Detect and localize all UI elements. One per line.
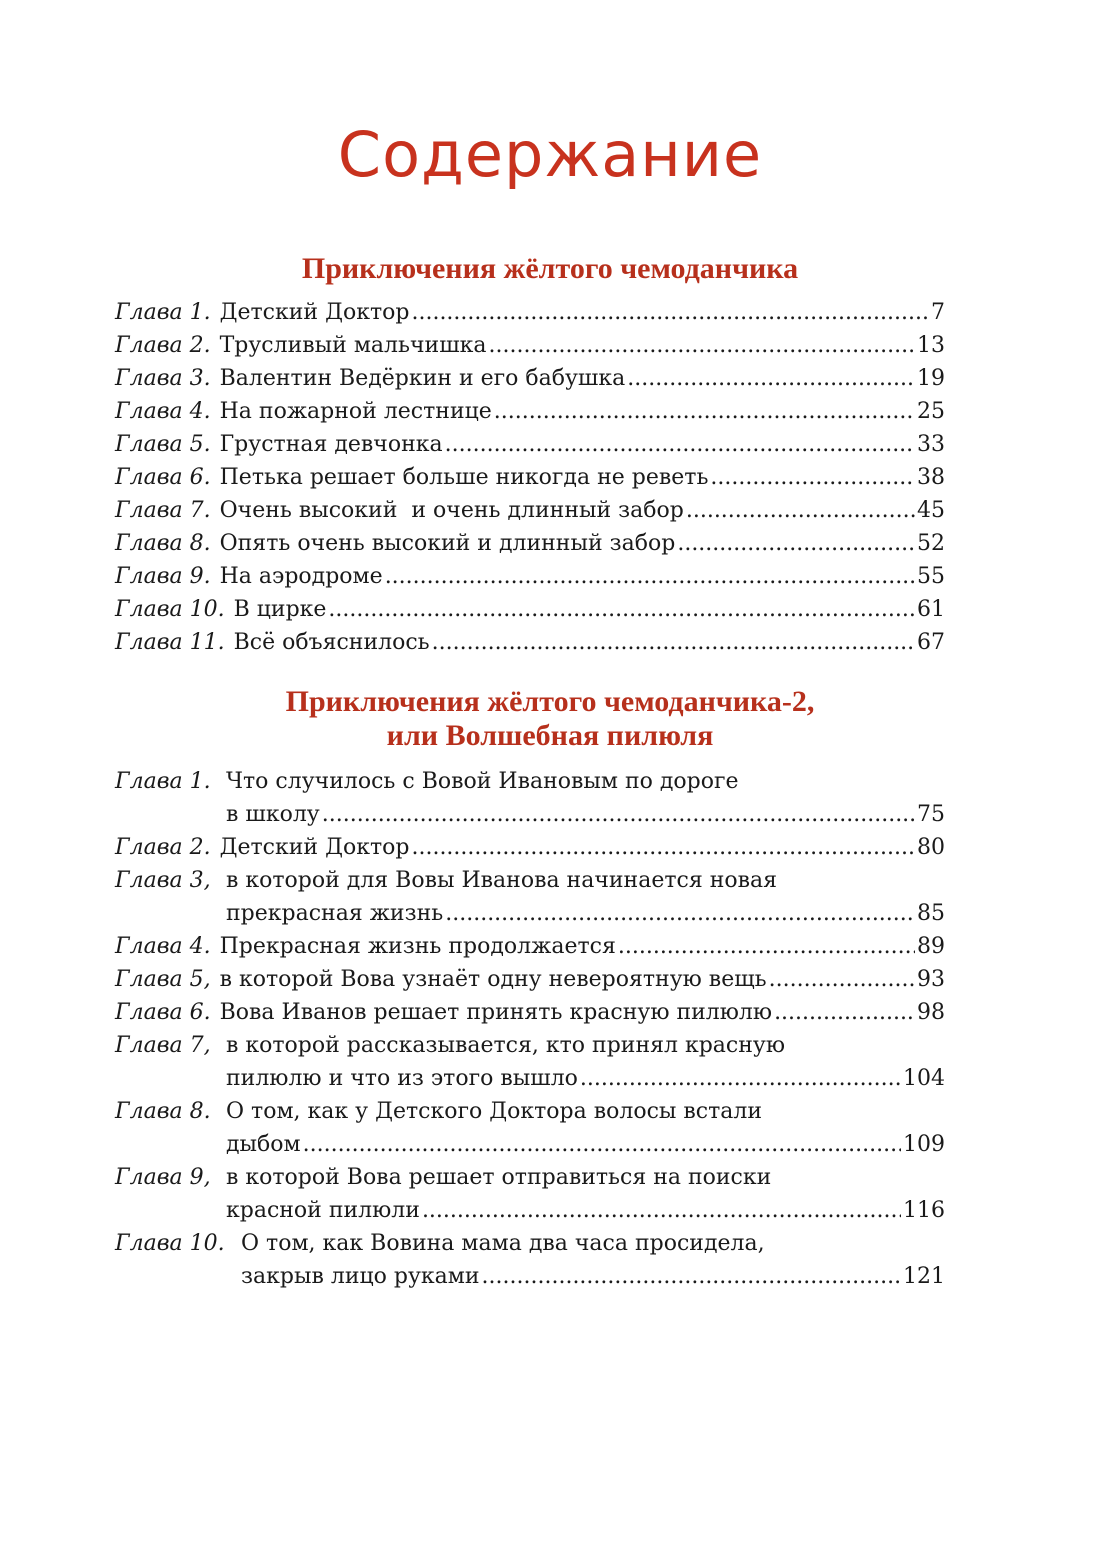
page-number: 33 [917,432,945,457]
page-number: 121 [903,1264,945,1289]
chapter-label: Глава 8. [115,531,211,556]
page-number: 13 [917,333,945,358]
chapter-title: На аэродроме [219,564,383,589]
toc-entry[interactable] [115,362,945,395]
chapter-title-line-1: О том, как Вовина мама два часа просидела, [241,1231,765,1256]
page-number: 89 [917,934,945,959]
chapter-label: Глава 9. [115,564,211,589]
page-number: 80 [917,835,945,860]
chapter-title-line-1: в которой рассказывается, кто принял красную [226,1033,785,1058]
chapter-label: Глава 6. [115,465,211,490]
dot-leader [489,329,915,362]
dot-leader [322,798,915,831]
chapter-label: Глава 3, [115,868,211,893]
chapter-label: Глава 7, [115,1033,211,1058]
page-number: 19 [917,366,945,391]
chapter-title: в школу [226,802,320,827]
toc-entry[interactable] [115,560,945,593]
page-number: 25 [917,399,945,424]
chapter-label: Глава 1. [115,300,211,325]
page-number: 93 [917,967,945,992]
toc-entry[interactable] [115,963,945,996]
chapter-label: Глава 5. [115,432,211,457]
chapter-title: Валентин Ведёркин и его бабушка [219,366,626,391]
page-number: 75 [917,802,945,827]
page-number: 61 [917,597,945,622]
dot-leader [385,560,915,593]
page-number: 52 [917,531,945,556]
chapter-label: Глава 10. [115,1231,225,1256]
page-number: 67 [917,630,945,655]
page-title: Содержание [337,118,763,191]
chapter-label: Глава 7. [115,498,211,523]
chapter-title: На пожарной лестнице [219,399,492,424]
section-2-heading-line-2: или Волшебная пилюля [386,719,714,752]
page-number: 7 [931,300,945,325]
section-2-heading-line-1: Приключения жёлтого чемоданчика-2, [285,685,815,718]
toc-entry[interactable] [115,1095,945,1161]
toc-entry[interactable] [115,626,945,659]
chapter-title-line-1: в которой для Вовы Иванова начинается новая [226,868,777,893]
chapter-title: Опять очень высокий и длинный забор [219,531,676,556]
page-number: 85 [917,901,945,926]
toc-entry[interactable] [115,864,945,930]
dot-leader [411,296,929,329]
section-1-heading: Приключения жёлтого чемоданчика [301,252,799,285]
dot-leader [677,527,915,560]
page-number: 98 [917,1000,945,1025]
chapter-title-line-1: Что случилось с Вовой Ивановым по дороге [226,769,739,794]
dot-leader [411,831,915,864]
chapter-label: Глава 1. [115,769,211,794]
chapter-title-line-1: в которой Вова решает отправиться на поиски [226,1165,772,1190]
toc-entry[interactable] [115,765,945,831]
chapter-title: Вова Иванов решает принять красную пилюлю [219,1000,773,1025]
chapter-label: Глава 4. [115,399,211,424]
chapter-label: Глава 5, [115,967,211,992]
chapter-label: Глава 2. [115,835,211,860]
toc-entry[interactable] [115,395,945,428]
dot-leader [328,593,915,626]
toc-entry[interactable] [115,1029,945,1095]
dot-leader [769,963,915,996]
toc-entry[interactable] [115,930,945,963]
toc-entry[interactable] [115,494,945,527]
chapter-label: Глава 9, [115,1165,211,1190]
chapter-title: пилюлю и что из этого вышло [226,1066,578,1091]
chapter-title: Трусливый мальчишка [219,333,487,358]
chapter-title: прекрасная жизнь [226,901,444,926]
dot-leader [627,362,915,395]
toc-entry[interactable] [115,996,945,1029]
toc-entry[interactable] [115,461,945,494]
toc-entry[interactable] [115,831,945,864]
page-number: 45 [917,498,945,523]
dot-leader [445,897,915,930]
chapter-title: Детский Доктор [219,300,410,325]
page-number: 109 [903,1132,945,1157]
chapter-title: В цирке [233,597,327,622]
toc-entry[interactable] [115,329,945,362]
toc-entry[interactable] [115,428,945,461]
page-number: 55 [917,564,945,589]
toc-entry[interactable] [115,1161,945,1227]
chapter-title: красной пилюли [226,1198,420,1223]
dot-leader [710,461,915,494]
page-number: 104 [903,1066,945,1091]
section-2-list [115,765,945,1293]
chapter-label: Глава 8. [115,1099,211,1124]
chapter-title: Грустная девчонка [219,432,443,457]
dot-leader [303,1128,901,1161]
chapter-title: в которой Вова узнаёт одну невероятную вещь [219,967,767,992]
chapter-label: Глава 6. [115,1000,211,1025]
dot-leader [445,428,915,461]
toc-entry[interactable] [115,296,945,329]
page-number: 116 [903,1198,945,1223]
dot-leader [580,1062,901,1095]
chapter-title: Петька решает больше никогда не реветь [219,465,709,490]
dot-leader [774,996,915,1029]
dot-leader [422,1194,901,1227]
chapter-title: Очень высокий и очень длинный забор [219,498,684,523]
chapter-label: Глава 10. [115,597,225,622]
dot-leader [618,930,915,963]
toc-entry[interactable] [115,1227,945,1293]
chapter-title: Детский Доктор [219,835,410,860]
dot-leader [494,395,915,428]
dot-leader [482,1260,901,1293]
dot-leader [686,494,915,527]
chapter-title: дыбом [226,1132,301,1157]
chapter-title: Прекрасная жизнь продолжается [219,934,616,959]
page-number: 38 [917,465,945,490]
toc-entry[interactable] [115,593,945,626]
section-1-list [115,296,945,659]
chapter-label: Глава 3. [115,366,211,391]
dot-leader [432,626,915,659]
chapter-label: Глава 11. [115,630,225,655]
toc-entry[interactable] [115,527,945,560]
chapter-title-line-1: О том, как у Детского Доктора волосы встали [226,1099,763,1124]
chapter-label: Глава 2. [115,333,211,358]
chapter-label: Глава 4. [115,934,211,959]
chapter-title: закрыв лицо руками [241,1264,480,1289]
chapter-title: Всё объяснилось [233,630,430,655]
